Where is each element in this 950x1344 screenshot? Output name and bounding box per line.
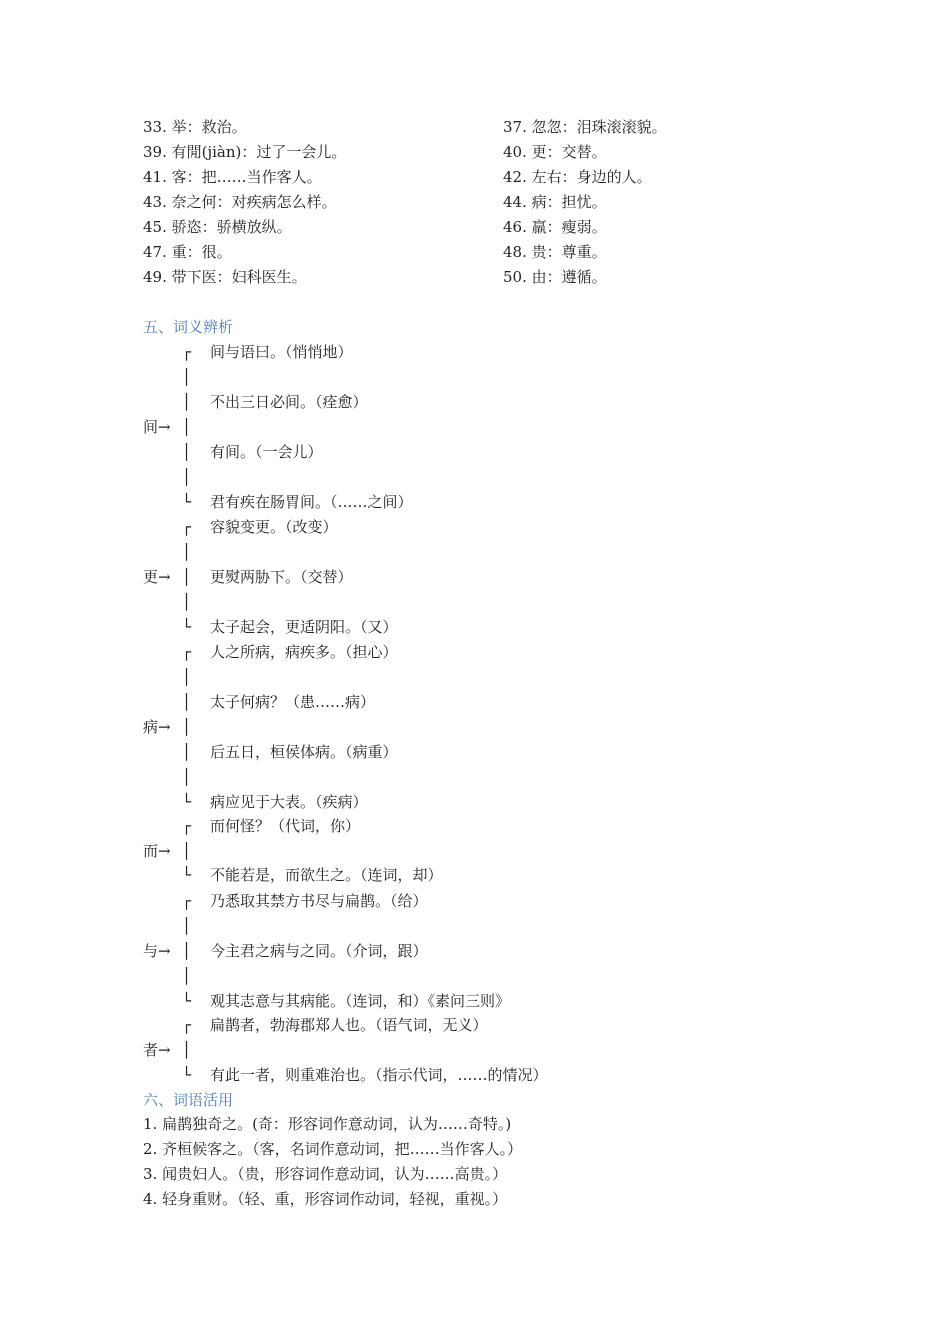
usage-example: 有间。（一会儿） (210, 443, 323, 461)
bracket-top: ┌ (182, 343, 192, 361)
bracket-top: ┌ (182, 892, 192, 910)
usage-example: 人之所病，病疾多。（担心） (210, 643, 398, 661)
usage-example: 更熨两胁下。（交替） (210, 568, 353, 586)
list-item: 50. 由：遵循。 (503, 268, 607, 286)
bracket-line: │ (182, 1041, 192, 1059)
bracket-line: │ (182, 468, 192, 486)
entry-head: 而→ (143, 842, 171, 860)
list-item: 46. 羸：瘦弱。 (503, 218, 607, 236)
bracket-line: │ (182, 418, 192, 436)
list-item: 39. 有閒(jiàn)：过了一会儿。 (143, 143, 347, 161)
usage-example: 乃悉取其禁方书尽与扁鹊。（给） (210, 892, 428, 910)
list-item: 2. 齐桓候客之。（客，名词作意动词，把……当作客人。） (143, 1140, 523, 1158)
bracket-bottom: └ (182, 493, 192, 511)
bracket-line: │ (182, 718, 192, 736)
bracket-top: ┌ (182, 518, 192, 536)
usage-example: 后五日，桓侯体病。（病重） (210, 743, 398, 761)
bracket-top: ┌ (182, 643, 192, 661)
bracket-line: │ (182, 393, 192, 411)
usage-example: 今主君之病与之同。（介词，跟） (210, 942, 428, 960)
usage-example: 太子起会，更适阴阳。（又） (210, 618, 398, 636)
usage-example: 扁鹊者，勃海郡郑人也。（语气词，无义） (210, 1016, 488, 1034)
list-item: 48. 贵：尊重。 (503, 243, 607, 261)
bracket-line: │ (182, 443, 192, 461)
bracket-bottom: └ (182, 992, 192, 1010)
usage-example: 君有疾在肠胃间。（……之间） (210, 493, 413, 511)
list-item: 44. 病：担忧。 (503, 193, 607, 211)
bracket-bottom: └ (182, 618, 192, 636)
usage-example: 不出三日必间。（痊愈） (210, 393, 368, 411)
list-item: 41. 客：把……当作客人。 (143, 168, 322, 186)
list-item: 47. 重：很。 (143, 243, 232, 261)
section-heading: 六、词语活用 (143, 1091, 234, 1109)
entry-head: 间→ (143, 418, 171, 436)
list-item: 4. 轻身重财。（轻、重，形容词作动词，轻视，重视。） (143, 1190, 508, 1208)
bracket-line: │ (182, 942, 192, 960)
usage-example: 而何怪？（代词，你） (210, 817, 361, 835)
bracket-line: │ (182, 693, 192, 711)
usage-example: 不能若是，而欲生之。（连词，却） (210, 866, 443, 884)
list-item: 33. 举：救治。 (143, 118, 247, 136)
bracket-line: │ (182, 842, 192, 860)
bracket-line: │ (182, 568, 192, 586)
entry-head: 更→ (143, 568, 171, 586)
bracket-top: ┌ (182, 1016, 192, 1034)
list-item: 40. 更：交替。 (503, 143, 607, 161)
list-item: 45. 骄恣：骄横放纵。 (143, 218, 292, 236)
usage-example: 有此一者，则重难治也。（指示代词，……的情况） (210, 1066, 548, 1084)
bracket-bottom: └ (182, 1066, 192, 1084)
list-item: 49. 带下医：妇科医生。 (143, 268, 307, 286)
usage-example: 容貌变更。（改变） (210, 518, 338, 536)
bracket-line: │ (182, 743, 192, 761)
bracket-bottom: └ (182, 793, 192, 811)
bracket-line: │ (182, 368, 192, 386)
bracket-line: │ (182, 543, 192, 561)
entry-head: 与→ (143, 942, 171, 960)
bracket-line: │ (182, 967, 192, 985)
list-item: 42. 左右：身边的人。 (503, 168, 652, 186)
entry-head: 者→ (143, 1041, 171, 1059)
list-item: 43. 奈之何：对疾病怎么样。 (143, 193, 337, 211)
bracket-top: ┌ (182, 817, 192, 835)
list-item: 37. 忽忽：泪珠滚滚貌。 (503, 118, 667, 136)
list-item: 3. 闻贵妇人。（贵，形容词作意动词，认为……高贵。） (143, 1165, 508, 1183)
bracket-line: │ (182, 668, 192, 686)
list-item: 1. 扁鹊独奇之。(奇：形容词作意动词，认为……奇特。) (143, 1115, 512, 1133)
usage-example: 太子何病？（患……病） (210, 693, 376, 711)
usage-example: 观其志意与其病能。（连词，和）《素问三则》 (210, 992, 511, 1010)
usage-example: 间与语曰。（悄悄地） (210, 343, 353, 361)
section-heading: 五、词义辨析 (143, 318, 234, 336)
bracket-line: │ (182, 768, 192, 786)
entry-head: 病→ (143, 718, 171, 736)
bracket-bottom: └ (182, 866, 192, 884)
bracket-line: │ (182, 593, 192, 611)
usage-example: 病应见于大表。（疾病） (210, 793, 368, 811)
bracket-line: │ (182, 917, 192, 935)
